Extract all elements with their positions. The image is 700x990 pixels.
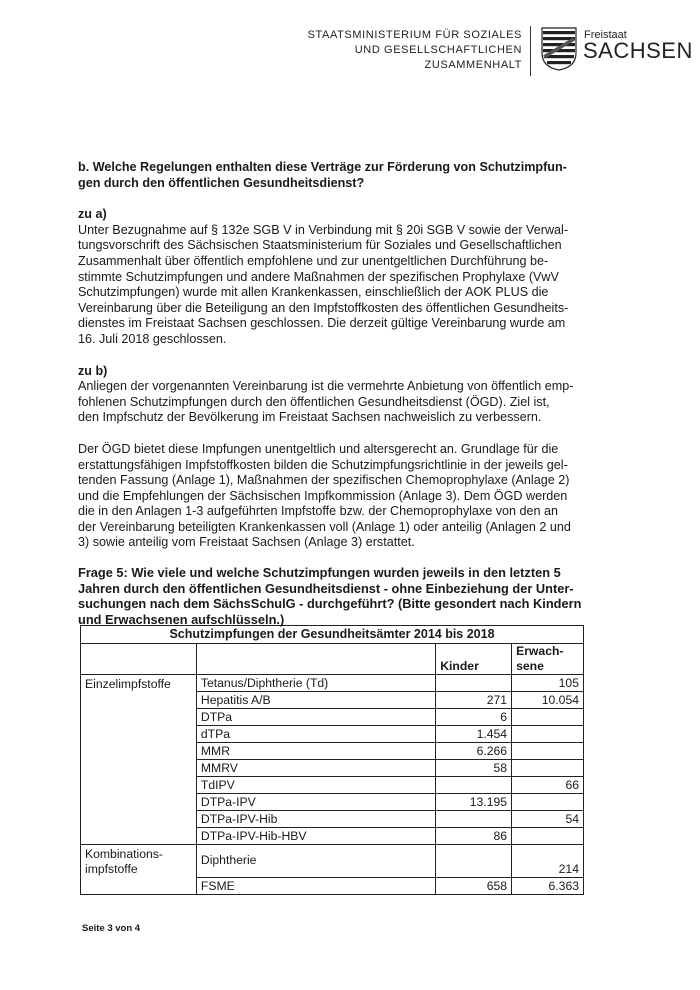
column-header-kinder: Kinder bbox=[436, 644, 512, 675]
document-body bbox=[78, 160, 584, 627]
vaccine-name: Hepatitis A/B bbox=[196, 692, 435, 709]
vaccine-name: Tetanus/Diphtherie (Td) bbox=[196, 675, 435, 692]
count-kinder: 658 bbox=[436, 877, 512, 894]
count-erwachsene: 54 bbox=[512, 811, 584, 828]
count-erwachsene bbox=[512, 726, 584, 743]
count-kinder: 6 bbox=[436, 709, 512, 726]
table-row bbox=[81, 845, 584, 878]
count-kinder bbox=[436, 811, 512, 828]
zu-b-paragraph-2: Der ÖGD bietet diese Impfungen unentgeltlich und altersgerecht an. Grundlage für die erstattungsfähigen Impfstoffkosten bilden die Schutzimpfungsrichtlinie in der jeweils gel- tenden Fassung (Anlage 1), Maßnahmen der spezifischen Chemoprophylaxe (Anlage 2) und die Empfehlungen der Sächsischen Impfkommission (Anlage 3). Dem ÖGD werden die in den Anlagen 1-3 aufgeführten Impfstoffe bzw. der Chemoprophylaxe von den an der Vereinbarung beteiligten Krankenkassen voll (Anlage 1) oder anteilig (Anlagen 2 und 3) sowie anteilig vom Freistaat Sachsen (Anlage 3) erstattet. bbox=[78, 441, 571, 550]
zu-a-heading: zu a) bbox=[78, 207, 107, 222]
vaccine-name: DTPa-IPV bbox=[196, 794, 435, 811]
saxony-coat-of-arms-icon bbox=[541, 27, 577, 71]
count-kinder bbox=[436, 777, 512, 794]
table-row bbox=[81, 709, 584, 726]
table-row bbox=[81, 743, 584, 760]
count-erwachsene: 105 bbox=[512, 675, 584, 692]
state-name: SACHSEN bbox=[583, 38, 693, 63]
zu-a-paragraph: Unter Bezugnahme auf § 132e SGB V in Verbindung mit § 20i SGB V sowie der Verwal- tungsvorschrift des Sächsischen Staatsministerium für Soziales und Gesellschaftlichen Zusammenhalt über öffentlich empfohlene und zur unentgeltlichen Durchführung be- stimmte Schutzimpfungen und andere Maßnahmen der spezifischen Prophylaxe (VwV Schutzimpfungen) wurde mit allen Krankenkassen, einschließlich der AOK PLUS die Vereinbarung über die Beteiligung an den Impfstoffkosten des öffentlichen Gesundheits- dienstes im Freistaat Sachsen geschlossen. Die derzeit gültige Vereinbarung wurde am 16. Juli 2018 geschlossen. bbox=[78, 222, 569, 346]
vaccine-name: FSME bbox=[196, 877, 435, 894]
vaccine-name: Diphtherie bbox=[196, 845, 435, 878]
table-caption-row bbox=[81, 626, 584, 644]
vaccine-name: DTPa-IPV-Hib bbox=[196, 811, 435, 828]
ministry-line: UND GESELLSCHAFTLICHEN bbox=[354, 44, 522, 56]
table-row bbox=[81, 777, 584, 794]
vaccine-name: MMR bbox=[196, 743, 435, 760]
count-kinder: 86 bbox=[436, 828, 512, 845]
header-divider bbox=[530, 26, 531, 76]
count-erwachsene bbox=[512, 743, 584, 760]
category-einzelimpfstoffe: Einzelimpfstoffe bbox=[81, 675, 197, 692]
count-erwachsene: 214 bbox=[512, 845, 584, 878]
count-kinder bbox=[436, 845, 512, 878]
ministry-line: STAATSMINISTERIUM FÜR SOZIALES bbox=[307, 29, 522, 41]
count-kinder: 1.454 bbox=[436, 726, 512, 743]
page-number: Seite 3 von 4 bbox=[82, 923, 141, 934]
count-erwachsene bbox=[512, 828, 584, 845]
table-row bbox=[81, 811, 584, 828]
count-erwachsene: 66 bbox=[512, 777, 584, 794]
count-erwachsene bbox=[512, 709, 584, 726]
count-erwachsene: 10.054 bbox=[512, 692, 584, 709]
vaccine-name: dTPa bbox=[196, 726, 435, 743]
vaccine-name: DTPa bbox=[196, 709, 435, 726]
count-kinder: 13.195 bbox=[436, 794, 512, 811]
vaccine-name: TdIPV bbox=[196, 777, 435, 794]
count-kinder bbox=[436, 675, 512, 692]
count-kinder: 6.266 bbox=[436, 743, 512, 760]
vaccination-table bbox=[80, 625, 584, 895]
question-b: b. Welche Regelungen enthalten diese Verträge zur Förderung von Schutzimpfun- gen durch den öffentlichen Gesundheitsdienst? bbox=[78, 160, 567, 190]
state-label: Freistaat bbox=[584, 29, 627, 41]
count-erwachsene: 6.363 bbox=[512, 877, 584, 894]
count-kinder: 58 bbox=[436, 760, 512, 777]
table-row bbox=[81, 877, 584, 894]
table-header-row bbox=[81, 644, 584, 675]
table-row bbox=[81, 760, 584, 777]
table-row bbox=[81, 794, 584, 811]
question-5: Frage 5: Wie viele und welche Schutzimpfungen wurden jeweils in den letzten 5 Jahren durch den öffentlichen Gesundheitsdienst - ohne Einbeziehung der Unter- suchungen nach dem SächsSchulG - durchgeführt? (Bitte gesondert nach Kindern und Erwachsenen aufschlüsseln.) bbox=[78, 565, 582, 627]
table-row bbox=[81, 726, 584, 743]
vaccine-name: MMRV bbox=[196, 760, 435, 777]
table-caption: Schutzimpfungen der Gesundheitsämter 2014 bis 2018 bbox=[81, 626, 584, 644]
count-erwachsene bbox=[512, 794, 584, 811]
table-row bbox=[81, 692, 584, 709]
table-row bbox=[81, 675, 584, 692]
table-row bbox=[81, 828, 584, 845]
count-erwachsene bbox=[512, 760, 584, 777]
category-kombinationsimpfstoffe: Kombinations- impfstoffe bbox=[81, 845, 197, 878]
ministry-name bbox=[300, 28, 522, 73]
count-kinder: 271 bbox=[436, 692, 512, 709]
ministry-line: ZUSAMMENHALT bbox=[424, 59, 522, 71]
vaccine-name: DTPa-IPV-Hib-HBV bbox=[196, 828, 435, 845]
column-header-erwachsene: Erwach- sene bbox=[512, 644, 584, 675]
zu-b-paragraph-1: Anliegen der vorgenannten Vereinbarung ist die vermehrte Anbietung von öffentlich emp- fohlenen Schutzimpfungen durch den öffentlichen Gesundheitsdienst (ÖGD). Ziel ist, den Impfschutz der Bevölkerung im Freistaat Sachsen nachweislich zu verbessern. bbox=[78, 379, 574, 425]
zu-b-heading: zu b) bbox=[78, 363, 108, 378]
